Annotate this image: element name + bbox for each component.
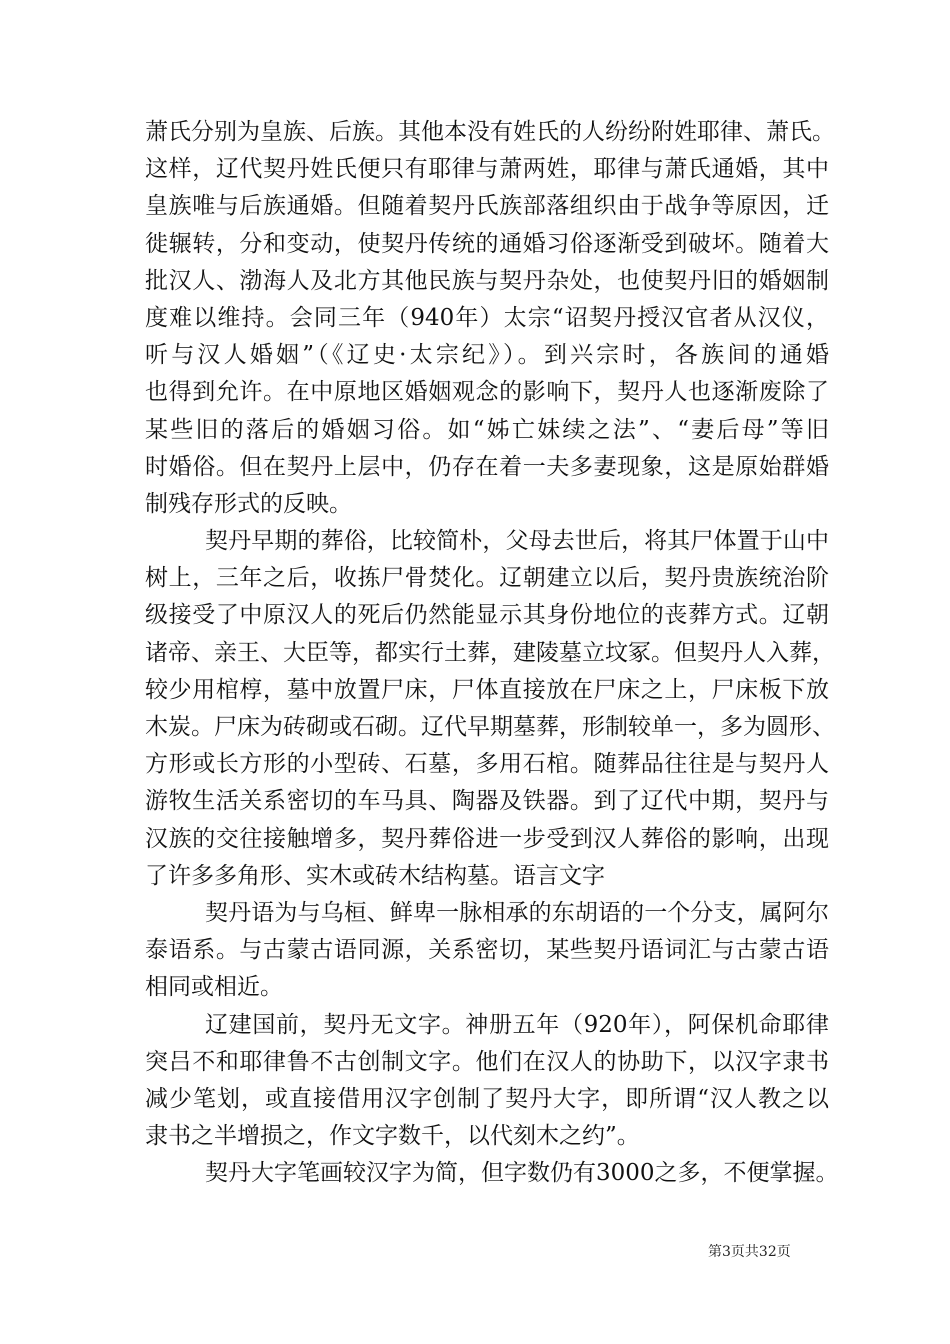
text-line: 契丹语为与乌桓、鲜卑一脉相承的东胡语的一个分支，属阿尔 — [205, 899, 829, 926]
paragraph-large-script — [145, 1155, 839, 1192]
text-line: 游牧生活关系密切的车马具、陶器及铁器。到了辽代中期，契丹与 — [145, 788, 829, 815]
text-line: 批汉人、渤海人及北方其他民族与契丹杂处，也使契丹旧的婚姻制 — [145, 267, 829, 294]
text-line: 制残存形式的反映。 — [145, 490, 352, 517]
text-line: 隶书之半增损之，作文字数千，以代刻木之约”。 — [145, 1123, 640, 1150]
text-line: 木炭。尸床为砖砌或石砌。辽代早期墓葬，形制较单一，多为圆形、 — [145, 714, 835, 740]
body-text — [145, 114, 839, 1192]
text-line: 听与汉人婚姻”（《辽史·太宗纪》）。到兴宗时，各族间的通婚 — [145, 342, 829, 369]
paragraph-language — [145, 895, 829, 1007]
text-line: 减少笔划，或直接借用汉字创制了契丹大字，即所谓“汉人教之以 — [145, 1085, 829, 1112]
page-number: 第3页共32页 — [708, 1244, 791, 1260]
text-line: 相同或相近。 — [145, 974, 283, 1001]
text-line: 这样，辽代契丹姓氏便只有耶律与萧两姓，耶律与萧氏通婚，其中 — [145, 156, 829, 183]
text-line: 突吕不和耶律鲁不古创制文字。他们在汉人的协助下，以汉字隶书 — [145, 1048, 829, 1075]
text-line: 契丹大字笔画较汉字为简，但字数仍有3000之多，不便掌握。 — [205, 1160, 839, 1187]
text-line: 泰语系。与古蒙古语同源，关系密切，某些契丹语词汇与古蒙古语 — [145, 937, 829, 964]
paragraph-writing — [145, 1007, 829, 1156]
paragraph-marriage — [145, 114, 835, 523]
text-line: 汉族的交往接触增多，契丹葬俗进一步受到汉人葬俗的影响，出现 — [145, 825, 829, 852]
text-line: 也得到允许。在中原地区婚姻观念的影响下，契丹人也逐渐废除了 — [145, 379, 829, 406]
text-line: 辽建国前，契丹无文字。神册五年（920年），阿保机命耶律 — [205, 1011, 829, 1038]
text-line: 较少用棺椁，墓中放置尸床，尸体直接放在尸床之上，尸床板下放 — [145, 676, 829, 703]
text-line: 萧氏分别为皇族、后族。其他本没有姓氏的人纷纷附姓耶律、萧氏。 — [145, 119, 835, 145]
text-line: 某些旧的落后的婚姻习俗。如“姊亡妹续之法”、“妻后母”等旧 — [145, 416, 829, 443]
text-line: 时婚俗。但在契丹上层中，仍存在着一夫多妻现象，这是原始群婚 — [145, 453, 829, 480]
text-line: 诸帝、亲王、大臣等，都实行土葬，建陵墓立坟冢。但契丹人入葬， — [145, 639, 835, 666]
text-line: 皇族唯与后族通婚。但随着契丹氏族部落组织由于战争等原因，迁 — [145, 193, 829, 220]
text-line: 度难以维持。会同三年（940年）太宗“诏契丹授汉官者从汉仪， — [145, 304, 829, 331]
text-line: 方形或长方形的小型砖、石墓，多用石棺。随葬品往往是与契丹人 — [145, 751, 829, 778]
text-line: 了许多多角形、实木或砖木结构墓。语言文字 — [145, 862, 605, 889]
text-line: 徙辗转，分和变动，使契丹传统的通婚习俗逐渐受到破坏。随着大 — [145, 230, 829, 257]
text-line: 契丹早期的葬俗，比较简朴，父母去世后，将其尸体置于山中 — [205, 528, 829, 555]
text-line: 级接受了中原汉人的死后仍然能显示其身份地位的丧葬方式。辽朝 — [145, 602, 829, 629]
paragraph-burial — [145, 523, 835, 895]
text-line: 树上，三年之后，收拣尸骨焚化。辽朝建立以后，契丹贵族统治阶 — [145, 565, 829, 592]
